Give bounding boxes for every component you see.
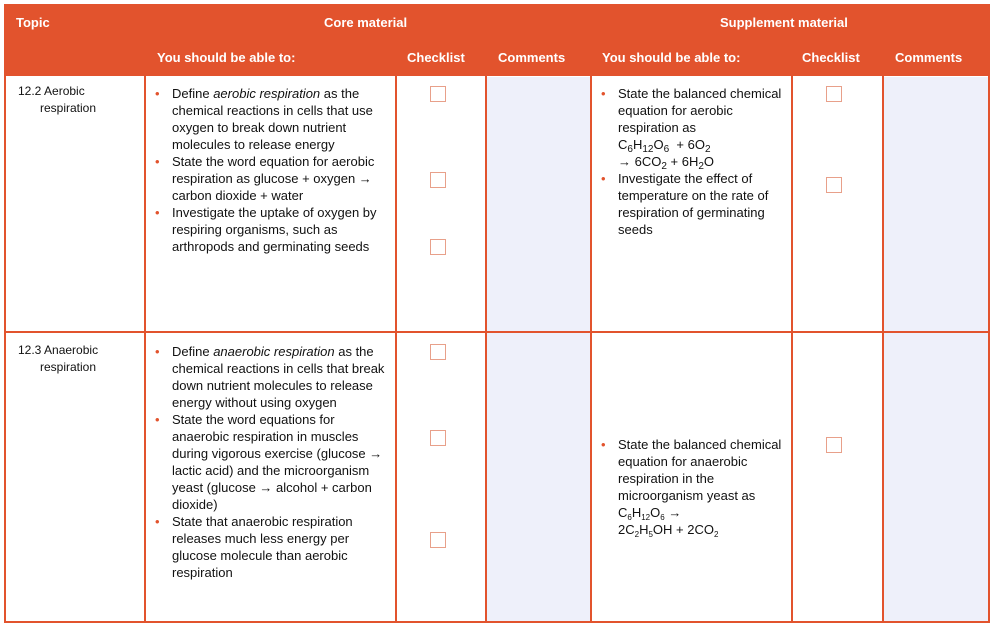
checklist-checkbox[interactable] <box>430 430 446 446</box>
checklist-checkbox[interactable] <box>430 532 446 548</box>
grid-line <box>988 76 990 623</box>
grid-line <box>485 76 487 623</box>
list-item: • State the word equations for anaerobic respiration in muscles during vigorous exercise (glucose → lactic acid) and the microorganism yeast (glucose → alcohol + carbon dioxide) <box>152 411 394 513</box>
header-supplement-material: Supplement material <box>720 15 848 30</box>
core-comments-cell-1[interactable] <box>486 77 590 331</box>
list-item: • Define aerobic respiration as the chemical reactions in cells that use oxygen to break down nutrient molecules to release energy <box>152 85 392 153</box>
header-core-comments: Comments <box>498 50 566 65</box>
topic-code: 12.2 Aerobic <box>18 84 85 98</box>
checklist-checkbox[interactable] <box>430 239 446 255</box>
checklist-checkbox[interactable] <box>430 86 446 102</box>
list-item: • State the word equation for aerobic respiration as glucose + oxygen → carbon dioxide + water <box>152 153 392 204</box>
supp-list-1 <box>598 85 786 238</box>
list-item: • State the balanced chemical equation for anaerobic respiration in the microorganism yeast as $C_6H_{12}O_6$ → $2C_2H_5OH + 2CO_2$ <box>598 436 786 538</box>
header-supp-able: You should be able to: <box>602 50 741 65</box>
grid-line <box>791 76 793 623</box>
grid-line <box>4 76 6 623</box>
list-item: • State that anaerobic respiration releases much less energy per glucose molecule than aerobic respiration <box>152 513 394 581</box>
checklist-checkbox[interactable] <box>826 86 842 102</box>
list-item: • Investigate the uptake of oxygen by respiring organisms, such as arthropods and germinating seeds <box>152 204 392 255</box>
grid-line <box>4 621 990 623</box>
header-core-material: Core material <box>324 15 408 30</box>
grid-line <box>144 76 146 623</box>
header-supp-comments: Comments <box>895 50 963 65</box>
list-item: • State the balanced chemical equation for aerobic respiration as $C_6H_{12}O_6 + 6O_2$ → $6CO_2 + 6H_2O$ <box>598 85 786 170</box>
checklist-checkbox[interactable] <box>430 172 446 188</box>
grid-line <box>590 76 592 623</box>
list-item: • Define anaerobic respiration as the chemical reactions in cells that break down nutrient molecules to release energy without using oxygen <box>152 343 394 411</box>
topic-title: respiration <box>40 101 97 115</box>
supp-list-2 <box>598 436 786 538</box>
list-item: • Investigate the effect of temperature on the rate of respiration of germinating seeds <box>598 170 786 238</box>
topic-title: respiration <box>40 360 97 374</box>
checklist-checkbox[interactable] <box>430 344 446 360</box>
grid-line <box>4 331 990 333</box>
header-row-1 <box>4 4 990 40</box>
supp-comments-cell-1[interactable] <box>884 77 989 331</box>
supp-comments-cell-2[interactable] <box>884 333 989 621</box>
header-supp-checklist: Checklist <box>802 50 860 65</box>
topic-cell-2 <box>18 342 138 376</box>
header-core-checklist: Checklist <box>407 50 465 65</box>
header-core-able: You should be able to: <box>157 50 296 65</box>
checklist-checkbox[interactable] <box>826 437 842 453</box>
grid-line <box>395 76 397 623</box>
topic-cell-1 <box>18 83 138 117</box>
header-row-2 <box>4 40 990 76</box>
core-list-1 <box>152 85 392 255</box>
header-topic: Topic <box>16 15 50 30</box>
topic-code: 12.3 Anaerobic <box>18 343 99 357</box>
checklist-checkbox[interactable] <box>826 177 842 193</box>
core-list-2 <box>152 343 394 581</box>
grid-line <box>882 76 884 623</box>
core-comments-cell-2[interactable] <box>486 333 590 621</box>
